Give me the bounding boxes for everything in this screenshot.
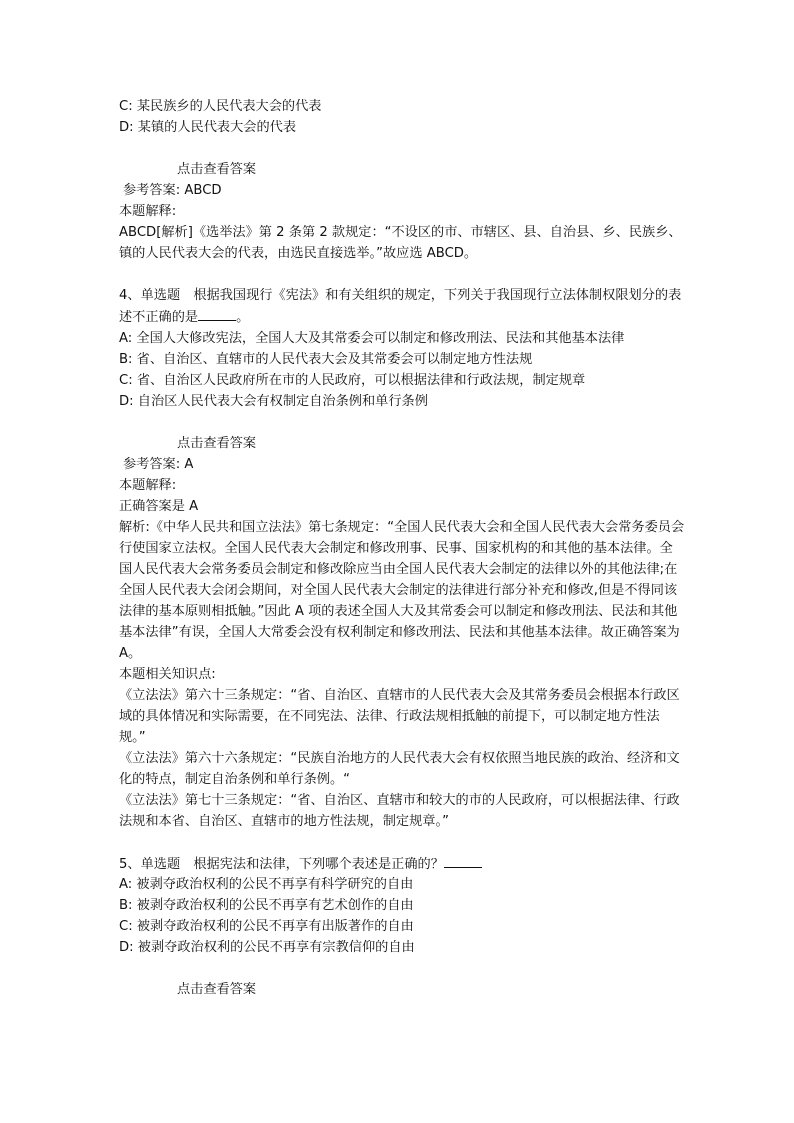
q4-answer-blank (198, 306, 236, 321)
q4-option-b: B: 省、自治区、直辖市的人民代表大会及其常委会可以制定地方性法规 (119, 352, 533, 367)
q5-option-b: B: 被剥夺政治权利的公民不再享有艺术创作的自由 (119, 898, 414, 913)
q3-view-answer-link[interactable]: 点击查看答案 (177, 162, 257, 177)
q5-option-d: D: 被剥夺政治权利的公民不再享有宗教信仰的自由 (119, 940, 415, 955)
q4-knowledge-item: 《立法法》第六十三条规定：“省、自治区、直辖市的人民代表大会及其常务委员会根据本行政区域的具体情况和实际需要，在不同宪法、法律、行政法规相抵触的前提下，可以制定地方性法规。” (119, 688, 680, 745)
q3-explanation-text: ABCD[解析]《选举法》第 2 条第 2 款规定：“不设区的市、市辖区、县、自治县、乡、民族乡、镇的人民代表大会的代表，由选民直接选举。”故应选 ABCD。 (119, 225, 682, 261)
q3-option-c: C: 某民族乡的人民代表大会的代表 (119, 99, 322, 114)
q4-stem (119, 285, 685, 328)
q5-view-answer-link[interactable]: 点击查看答案 (177, 982, 257, 997)
q4-option-c: C: 省、自治区人民政府所在市的人民政府，可以根据法律和行政法规，制定规章 (119, 373, 586, 388)
q4-knowledge-item: 《立法法》第六十六条规定：“民族自治地方的人民代表大会有权依照当地民族的政治、经济和文化的特点，制定自治条例和单行条例。“ (119, 751, 680, 787)
q3-option-d: D: 某镇的人民代表大会的代表 (119, 120, 297, 135)
q3-explanation-label: 本题解释: (119, 204, 177, 219)
q4-explanation-label: 本题解释: (119, 478, 177, 493)
q4-view-answer-link[interactable]: 点击查看答案 (177, 436, 257, 451)
q5-option-c: C: 被剥夺政治权利的公民不再享有出版著作的自由 (119, 919, 414, 934)
q5-stem (119, 853, 685, 874)
q5-answer-blank (444, 853, 482, 868)
q4-stem-end: 。 (236, 310, 250, 325)
q4-knowledge-item: 《立法法》第七十三条规定：“省、自治区、直辖市和较大的市的人民政府，可以根据法律、行政法规和本省、自治区、直辖市的地方性法规，制定规章。” (119, 793, 680, 829)
q5-option-a: A: 被剥夺政治权利的公民不再享有科学研究的自由 (119, 877, 414, 892)
q4-stem-text: 4、单选题 根据我国现行《宪法》和有关组织的规定，下列关于我国现行立法体制权限划分的表述不正确的是 (119, 288, 682, 325)
q4-correct-answer: 正确答案是 A (119, 499, 199, 514)
q4-option-a: A: 全国人大修改宪法，全国人大及其常委会可以制定和修改刑法、民法和其他基本法律 (119, 331, 625, 346)
q5-stem-text: 5、单选题 根据宪法和法律，下列哪个表述是正确的？ (119, 857, 444, 872)
q4-option-d: D: 自治区人民代表大会有权制定自治条例和单行条例 (119, 394, 428, 409)
document-page (119, 96, 685, 1000)
q4-analysis: 解析:《中华人民共和国立法法》第七条规定：“全国人民代表大会和全国人民代表大会常务委员会行使国家立法权。全国人民代表大会制定和修改刑事、民事、国家机构的和其他的基本法律。全国人民代表大会常务委员会制定和修改除应当由全国人民代表大会制定的法律以外的其他法律;在全国人民代表大会闭会期间，对全国人民代表大会制定的法律进行部分补充和修改,但是不得同该法律的基本原则相抵触。”因此 A 项的表述全国人大及其常委会可以制定和修改刑法、民法和其他基本法律”有误，全国人大常委会没有权利制定和修改刑法、民法和其他基本法律。故正确答案为 A。 (119, 520, 685, 661)
q4-knowledge-label: 本题相关知识点: (119, 667, 216, 682)
q4-reference-answer: 参考答案: A (123, 457, 194, 472)
q3-reference-answer: 参考答案: ABCD (123, 183, 222, 198)
